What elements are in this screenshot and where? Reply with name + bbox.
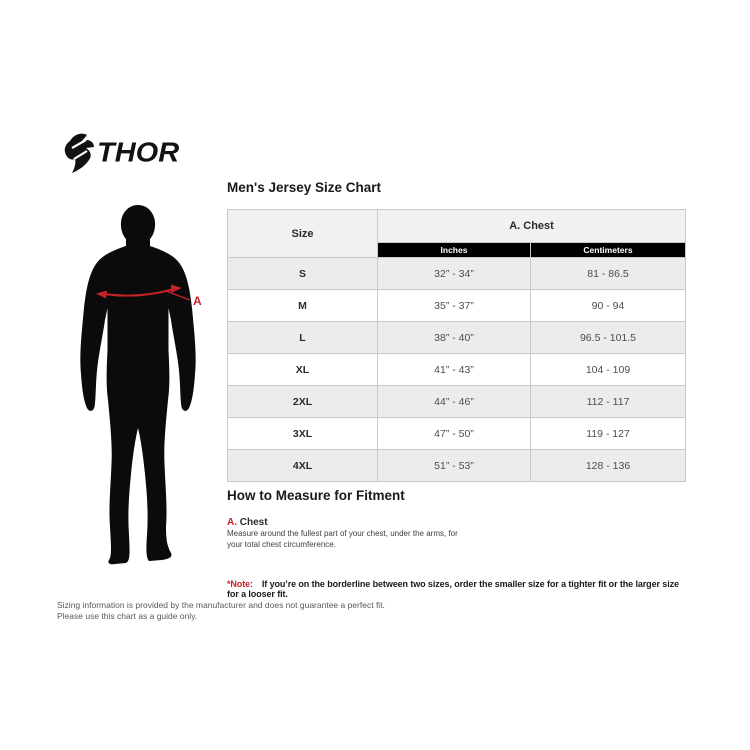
inches-cell: 38” - 40” [378,322,531,354]
chest-arrow-label: A [193,294,202,308]
page-title: Men's Jersey Size Chart [227,180,382,195]
measure-item-name: Chest [239,517,268,528]
table-row [228,290,686,322]
size-cell: 2XL [228,386,378,418]
disclaimer [57,600,385,623]
thor-mark-icon [63,132,95,174]
measure-item-label [227,517,268,528]
brand-logo [63,132,179,174]
table-row [228,386,686,418]
column-header-centimeters: Centimeters [531,243,686,258]
table-row [228,322,686,354]
size-cell: L [228,322,378,354]
disclaimer-line-2: Please use this chart as a guide only. [57,611,198,622]
size-cell: S [228,258,378,290]
size-cell: XL [228,354,378,386]
inches-cell: 44” - 46” [378,386,531,418]
centimeters-cell: 90 - 94 [531,290,686,322]
inches-cell: 32” - 34” [378,258,531,290]
brand-name: THOR [97,137,180,168]
inches-cell: 47” - 50” [378,418,531,450]
table-header-row [228,210,686,243]
table-row [228,418,686,450]
centimeters-cell: 104 - 109 [531,354,686,386]
inches-cell: 51” - 53” [378,450,531,482]
table-row [228,354,686,386]
size-cell: M [228,290,378,322]
measure-heading: How to Measure for Fitment [227,488,405,503]
sizing-note [227,579,689,599]
table-row [228,450,686,482]
centimeters-cell: 128 - 136 [531,450,686,482]
note-label: *Note: [227,579,253,589]
disclaimer-line-1: Sizing information is provided by the manufacturer and does not guarantee a perfect fit. [57,600,385,610]
man-silhouette-shape [80,205,195,564]
table-row [228,258,686,290]
inches-cell: 35” - 37” [378,290,531,322]
measure-item-letter: A. [227,517,237,528]
column-header-chest: A. Chest [378,210,686,243]
centimeters-cell: 96.5 - 101.5 [531,322,686,354]
size-cell: 3XL [228,418,378,450]
column-header-inches: Inches [378,243,531,258]
centimeters-cell: 119 - 127 [531,418,686,450]
body-silhouette [66,202,211,567]
size-cell: 4XL [228,450,378,482]
centimeters-cell: 81 - 86.5 [531,258,686,290]
note-text: If you’re on the borderline between two sizes, order the smaller size for a tighter fit or the larger size for a looser fit. [227,579,679,599]
measure-item-description: Measure around the fullest part of your chest, under the arms, for your total chest circumference. [227,529,458,549]
column-header-size: Size [228,210,378,258]
inches-cell: 41” - 43” [378,354,531,386]
size-chart-table [227,209,686,482]
centimeters-cell: 112 - 117 [531,386,686,418]
